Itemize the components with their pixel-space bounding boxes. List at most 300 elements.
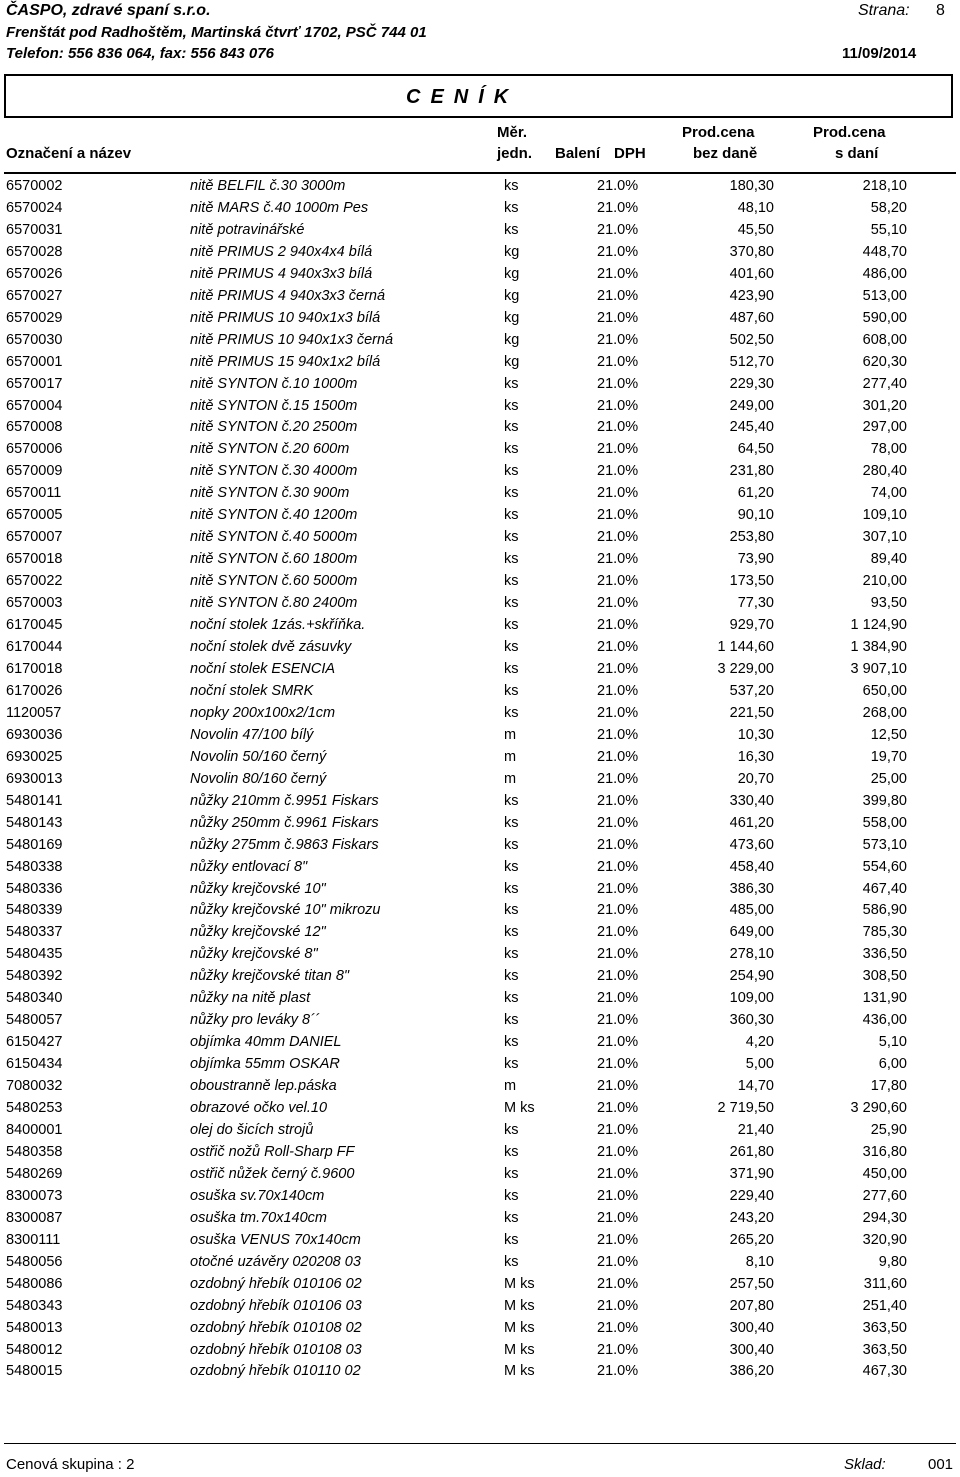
table-row	[0, 220, 960, 242]
table-row	[0, 1340, 960, 1362]
store-value: 001	[928, 1456, 954, 1473]
unit: ks	[504, 1209, 519, 1226]
column-header-price-vat-top: Prod.cena	[813, 124, 886, 141]
price-without-vat: 1 144,60	[717, 639, 774, 656]
column-header-price-vat-bottom: s daní	[835, 145, 879, 162]
price-with-vat: 251,40	[862, 1297, 907, 1314]
vat-rate: 21.0%	[597, 485, 639, 502]
company-phone: Telefon: 556 836 064, fax: 556 843 076	[6, 45, 274, 62]
product-code: 6570029	[6, 309, 63, 326]
price-with-vat: 399,80	[862, 792, 907, 809]
unit: m	[504, 726, 517, 743]
price-without-vat: 360,30	[729, 1012, 774, 1029]
product-code: 6570028	[6, 243, 63, 260]
price-with-vat: 89,40	[870, 551, 907, 568]
column-header-price-bottom: bez daně	[693, 145, 758, 162]
price-without-vat: 48,10	[737, 199, 774, 216]
unit: kg	[504, 309, 520, 326]
price-with-vat: 311,60	[863, 1275, 907, 1292]
product-code: 5480253	[6, 1100, 63, 1117]
product-name: noční stolek 1zás.+skříňka.	[190, 617, 366, 634]
price-with-vat: 1 124,90	[850, 617, 907, 634]
product-name: nitě SYNTON č.15 1500m	[190, 397, 358, 414]
unit: ks	[504, 617, 519, 634]
product-code: 8300087	[6, 1209, 63, 1226]
price-with-vat: 316,80	[862, 1143, 907, 1160]
unit: m	[504, 770, 517, 787]
price-with-vat: 467,30	[862, 1363, 907, 1380]
price-without-vat: 180,30	[729, 178, 774, 194]
price-without-vat: 16,30	[737, 748, 774, 765]
price-without-vat: 14,70	[737, 1078, 774, 1095]
unit: ks	[504, 441, 519, 458]
product-name: ozdobný hřebík 010110 02	[190, 1363, 361, 1380]
vat-rate: 21.0%	[597, 375, 639, 392]
price-without-vat: 61,20	[737, 485, 774, 502]
price-with-vat: 93,50	[870, 595, 907, 612]
price-with-vat: 436,00	[862, 1012, 907, 1029]
price-with-vat: 308,50	[862, 968, 907, 985]
price-without-vat: 109,00	[729, 990, 774, 1007]
table-row	[0, 835, 960, 857]
price-without-vat: 90,10	[737, 507, 774, 524]
price-with-vat: 19,70	[870, 748, 907, 765]
unit: ks	[504, 1012, 519, 1029]
price-without-vat: 257,50	[729, 1275, 774, 1292]
vat-rate: 21.0%	[597, 1297, 639, 1314]
product-code: 6570011	[6, 485, 62, 502]
unit: ks	[504, 682, 519, 699]
price-with-vat: 25,00	[870, 770, 907, 787]
table-row	[0, 483, 960, 505]
price-with-vat: 590,00	[862, 309, 907, 326]
vat-rate: 21.0%	[597, 243, 639, 260]
product-name: olej do šicích strojů	[190, 1121, 314, 1138]
vat-rate: 21.0%	[597, 529, 639, 546]
vat-rate: 21.0%	[597, 1363, 639, 1380]
product-name: objímka 55mm OSKAR	[190, 1056, 340, 1073]
product-name: noční stolek ESENCIA	[190, 660, 336, 677]
product-code: 5480056	[6, 1253, 63, 1270]
table-row	[0, 988, 960, 1010]
price-with-vat: 573,10	[862, 836, 907, 853]
price-without-vat: 3 229,00	[717, 660, 774, 677]
price-with-vat: 218,10	[862, 178, 907, 194]
product-code: 1120057	[6, 704, 62, 721]
product-name: nitě SYNTON č.30 4000m	[190, 463, 358, 480]
product-code: 6570026	[6, 265, 63, 282]
price-with-vat: 1 384,90	[850, 639, 907, 656]
product-code: 6170018	[6, 660, 63, 677]
table-row	[0, 264, 960, 286]
unit: ks	[504, 858, 519, 875]
product-name: osuška sv.70x140cm	[190, 1187, 325, 1204]
unit: m	[504, 748, 517, 765]
table-row	[0, 703, 960, 725]
unit: ks	[504, 1231, 519, 1248]
vat-rate: 21.0%	[597, 287, 639, 304]
price-with-vat: 3 290,60	[850, 1100, 907, 1117]
product-code: 5480340	[6, 990, 63, 1007]
price-without-vat: 261,80	[729, 1143, 774, 1160]
price-without-vat: 8,10	[745, 1253, 774, 1270]
product-name: nůžky entlovací 8"	[190, 858, 308, 875]
table-row	[0, 505, 960, 527]
column-header-unit-top: Měr.	[497, 124, 528, 141]
price-with-vat: 58,20	[870, 199, 907, 216]
vat-rate: 21.0%	[597, 463, 639, 480]
product-code: 5480012	[6, 1341, 63, 1358]
price-without-vat: 4,20	[745, 1034, 774, 1051]
product-code: 6170026	[6, 682, 63, 699]
product-code: 6570030	[6, 331, 63, 348]
table-row	[0, 330, 960, 352]
price-without-vat: 21,40	[737, 1121, 774, 1138]
price-without-vat: 649,00	[729, 924, 774, 941]
unit: kg	[504, 243, 520, 260]
unit: ks	[504, 836, 519, 853]
store-label: Sklad:	[844, 1456, 886, 1473]
price-without-vat: 461,20	[729, 814, 774, 831]
price-without-vat: 229,30	[729, 375, 774, 392]
unit: ks	[504, 639, 519, 656]
product-name: nůžky pro leváky 8´´	[190, 1012, 320, 1029]
table-row	[0, 681, 960, 703]
product-name: oboustranně lep.páska	[190, 1078, 337, 1095]
price-with-vat: 25,90	[870, 1121, 907, 1138]
product-name: otočné uzávěry 020208 03	[190, 1253, 361, 1270]
price-without-vat: 64,50	[737, 441, 774, 458]
product-name: nůžky 275mm č.9863 Fiskars	[190, 836, 379, 853]
company-name: ČASPO, zdravé spaní s.r.o.	[6, 2, 211, 19]
header-divider	[4, 172, 956, 174]
table-row	[0, 791, 960, 813]
product-name: ozdobný hřebík 010106 03	[190, 1297, 362, 1314]
vat-rate: 21.0%	[597, 880, 639, 897]
table-row	[0, 571, 960, 593]
vat-rate: 21.0%	[597, 1121, 639, 1138]
product-code: 5480337	[6, 924, 63, 941]
table-row	[0, 1010, 960, 1032]
vat-rate: 21.0%	[597, 682, 639, 699]
price-with-vat: 131,90	[862, 990, 907, 1007]
product-code: 6570022	[6, 573, 63, 590]
company-address: Frenštát pod Radhoštěm, Martinská čtvrť 1702, PSČ 744 01	[6, 24, 427, 41]
vat-rate: 21.0%	[597, 968, 639, 985]
table-row	[0, 813, 960, 835]
product-code: 6570027	[6, 287, 63, 304]
product-code: 6570006	[6, 441, 63, 458]
product-name: ozdobný hřebík 010106 02	[190, 1275, 362, 1292]
product-code: 5480013	[6, 1319, 63, 1336]
product-name: Novolin 80/160 černý	[190, 770, 327, 787]
price-without-vat: 458,40	[729, 858, 774, 875]
product-code: 6570008	[6, 419, 63, 436]
table-row	[0, 396, 960, 418]
product-code: 5480392	[6, 968, 63, 985]
price-without-vat: 537,20	[729, 682, 774, 699]
product-code: 6570017	[6, 375, 63, 392]
unit: ks	[504, 990, 519, 1007]
table-row	[0, 1296, 960, 1318]
table-row	[0, 944, 960, 966]
unit: ks	[504, 704, 519, 721]
table-row	[0, 1054, 960, 1076]
product-name: nitě SYNTON č.40 5000m	[190, 529, 358, 546]
table-row	[0, 725, 960, 747]
price-without-vat: 370,80	[729, 243, 774, 260]
vat-rate: 21.0%	[597, 1034, 639, 1051]
unit: ks	[504, 178, 519, 194]
product-name: nůžky krejčovské 8"	[190, 946, 318, 963]
product-name: nitě PRIMUS 10 940x1x3 černá	[190, 331, 394, 348]
unit: ks	[504, 551, 519, 568]
table-row	[0, 637, 960, 659]
price-with-vat: 277,60	[862, 1187, 907, 1204]
product-code: 5480343	[6, 1297, 63, 1314]
unit: ks	[504, 946, 519, 963]
product-name: nitě SYNTON č.20 2500m	[190, 419, 358, 436]
unit: M ks	[504, 1319, 535, 1336]
price-with-vat: 12,50	[870, 726, 907, 743]
price-without-vat: 253,80	[729, 529, 774, 546]
product-name: nitě SYNTON č.10 1000m	[190, 375, 358, 392]
price-list-table	[0, 176, 960, 1383]
price-with-vat: 448,70	[862, 243, 907, 260]
product-name: Novolin 47/100 bílý	[190, 726, 314, 743]
unit: ks	[504, 1034, 519, 1051]
table-row	[0, 1274, 960, 1296]
product-name: ostřič nůžek černý č.9600	[190, 1165, 355, 1182]
unit: ks	[504, 1253, 519, 1270]
price-with-vat: 450,00	[862, 1165, 907, 1182]
product-name: nitě SYNTON č.60 1800m	[190, 551, 358, 568]
unit: kg	[504, 353, 520, 370]
product-code: 5480336	[6, 880, 63, 897]
vat-rate: 21.0%	[597, 617, 639, 634]
product-code: 6930025	[6, 748, 63, 765]
unit: ks	[504, 814, 519, 831]
table-row	[0, 1098, 960, 1120]
vat-rate: 21.0%	[597, 507, 639, 524]
unit: ks	[504, 968, 519, 985]
table-row	[0, 900, 960, 922]
product-name: nitě SYNTON č.40 1200m	[190, 507, 358, 524]
product-name: nůžky krejčovské 10"	[190, 880, 326, 897]
page-title: CENÍK	[406, 86, 519, 108]
vat-rate: 21.0%	[597, 770, 639, 787]
price-with-vat: 363,50	[862, 1341, 907, 1358]
vat-rate: 21.0%	[597, 1165, 639, 1182]
vat-rate: 21.0%	[597, 924, 639, 941]
unit: ks	[504, 463, 519, 480]
unit: ks	[504, 485, 519, 502]
table-row	[0, 1318, 960, 1340]
price-with-vat: 5,10	[878, 1034, 907, 1051]
product-code: 8400001	[6, 1121, 63, 1138]
price-without-vat: 5,00	[745, 1056, 774, 1073]
product-name: nitě PRIMUS 10 940x1x3 bílá	[190, 309, 381, 326]
vat-rate: 21.0%	[597, 1231, 639, 1248]
vat-rate: 21.0%	[597, 1253, 639, 1270]
unit: ks	[504, 1187, 519, 1204]
price-with-vat: 17,80	[870, 1078, 907, 1095]
table-row	[0, 593, 960, 615]
unit: M ks	[504, 1100, 535, 1117]
unit: ks	[504, 397, 519, 414]
price-group-label: Cenová skupina : 2	[6, 1456, 135, 1473]
price-with-vat: 280,40	[862, 463, 907, 480]
product-code: 6570031	[6, 221, 63, 238]
vat-rate: 21.0%	[597, 946, 639, 963]
price-with-vat: 650,00	[862, 682, 907, 699]
table-row	[0, 417, 960, 439]
price-without-vat: 401,60	[729, 265, 774, 282]
price-without-vat: 929,70	[729, 617, 774, 634]
product-name: nitě BELFIL č.30 3000m	[190, 178, 346, 194]
product-code: 6150427	[6, 1034, 63, 1051]
product-name: nopky 200x100x2/1cm	[190, 704, 336, 721]
price-without-vat: 243,20	[729, 1209, 774, 1226]
price-without-vat: 300,40	[729, 1341, 774, 1358]
price-with-vat: 301,20	[862, 397, 907, 414]
unit: kg	[504, 265, 520, 282]
unit: M ks	[504, 1363, 535, 1380]
price-without-vat: 229,40	[729, 1187, 774, 1204]
price-with-vat: 336,50	[862, 946, 907, 963]
product-code: 5480143	[6, 814, 63, 831]
product-name: osuška tm.70x140cm	[190, 1209, 328, 1226]
vat-rate: 21.0%	[597, 353, 639, 370]
unit: ks	[504, 880, 519, 897]
unit: ks	[504, 221, 519, 238]
product-code: 6570001	[6, 353, 63, 370]
vat-rate: 21.0%	[597, 1012, 639, 1029]
unit: ks	[504, 375, 519, 392]
product-code: 7080032	[6, 1078, 63, 1095]
price-without-vat: 221,50	[729, 704, 774, 721]
price-with-vat: 78,00	[870, 441, 907, 458]
price-with-vat: 486,00	[862, 265, 907, 282]
table-row	[0, 527, 960, 549]
price-with-vat: 307,10	[862, 529, 907, 546]
product-code: 6570003	[6, 595, 63, 612]
price-without-vat: 300,40	[729, 1319, 774, 1336]
unit: m	[504, 1078, 517, 1095]
product-name: nitě SYNTON č.20 600m	[190, 441, 350, 458]
product-code: 5480015	[6, 1363, 63, 1380]
price-with-vat: 6,00	[878, 1056, 907, 1073]
product-code: 5480338	[6, 858, 63, 875]
vat-rate: 21.0%	[597, 331, 639, 348]
product-code: 6570018	[6, 551, 63, 568]
table-row	[0, 879, 960, 901]
column-header-vat: DPH	[614, 145, 646, 162]
product-code: 5480169	[6, 836, 63, 853]
table-row	[0, 659, 960, 681]
price-without-vat: 249,00	[729, 397, 774, 414]
product-name: nitě PRIMUS 4 940x3x3 bílá	[190, 265, 373, 282]
product-code: 6570024	[6, 199, 63, 216]
vat-rate: 21.0%	[597, 1078, 639, 1095]
column-header-name: Označení a název	[6, 145, 132, 162]
price-with-vat: 3 907,10	[850, 660, 907, 677]
product-code: 6570009	[6, 463, 63, 480]
table-row	[0, 374, 960, 396]
vat-rate: 21.0%	[597, 1341, 639, 1358]
document-date: 11/09/2014	[842, 45, 917, 62]
price-with-vat: 9,80	[878, 1253, 907, 1270]
price-without-vat: 512,70	[729, 353, 774, 370]
table-row	[0, 615, 960, 637]
price-with-vat: 608,00	[862, 331, 907, 348]
table-row	[0, 242, 960, 264]
product-code: 5480057	[6, 1012, 63, 1029]
unit: ks	[504, 902, 519, 919]
product-code: 5480358	[6, 1143, 63, 1160]
vat-rate: 21.0%	[597, 639, 639, 656]
price-with-vat: 554,60	[862, 858, 907, 875]
price-with-vat: 55,10	[870, 221, 907, 238]
price-without-vat: 245,40	[729, 419, 774, 436]
vat-rate: 21.0%	[597, 704, 639, 721]
table-row	[0, 747, 960, 769]
table-row	[0, 198, 960, 220]
product-name: osuška VENUS 70x140cm	[190, 1231, 361, 1248]
vat-rate: 21.0%	[597, 792, 639, 809]
price-without-vat: 10,30	[737, 726, 774, 743]
table-row	[0, 439, 960, 461]
vat-rate: 21.0%	[597, 660, 639, 677]
vat-rate: 21.0%	[597, 814, 639, 831]
vat-rate: 21.0%	[597, 441, 639, 458]
product-code: 6570004	[6, 397, 63, 414]
price-with-vat: 268,00	[862, 704, 907, 721]
price-with-vat: 320,90	[862, 1231, 907, 1248]
unit: ks	[504, 1143, 519, 1160]
product-name: nitě PRIMUS 15 940x1x2 bílá	[190, 353, 381, 370]
product-name: ostřič nožů Roll-Sharp FF	[190, 1143, 355, 1160]
unit: M ks	[504, 1297, 535, 1314]
table-row	[0, 769, 960, 791]
product-code: 6570002	[6, 178, 63, 194]
table-row	[0, 1186, 960, 1208]
unit: ks	[504, 1165, 519, 1182]
unit: ks	[504, 595, 519, 612]
table-row	[0, 1208, 960, 1230]
product-name: nitě potravinářské	[190, 221, 305, 238]
vat-rate: 21.0%	[597, 199, 639, 216]
unit: ks	[504, 507, 519, 524]
product-name: noční stolek SMRK	[190, 682, 314, 699]
unit: ks	[504, 1056, 519, 1073]
product-code: 6930036	[6, 726, 63, 743]
vat-rate: 21.0%	[597, 836, 639, 853]
price-without-vat: 20,70	[737, 770, 774, 787]
product-name: nitě SYNTON č.60 5000m	[190, 573, 358, 590]
vat-rate: 21.0%	[597, 551, 639, 568]
price-without-vat: 207,80	[729, 1297, 774, 1314]
price-without-vat: 386,30	[729, 880, 774, 897]
vat-rate: 21.0%	[597, 397, 639, 414]
product-name: nitě SYNTON č.30 900m	[190, 485, 350, 502]
product-code: 6170045	[6, 617, 63, 634]
price-without-vat: 330,40	[729, 792, 774, 809]
product-code: 6150434	[6, 1056, 63, 1073]
table-row	[0, 1361, 960, 1383]
vat-rate: 21.0%	[597, 990, 639, 1007]
product-code: 5480269	[6, 1165, 63, 1182]
